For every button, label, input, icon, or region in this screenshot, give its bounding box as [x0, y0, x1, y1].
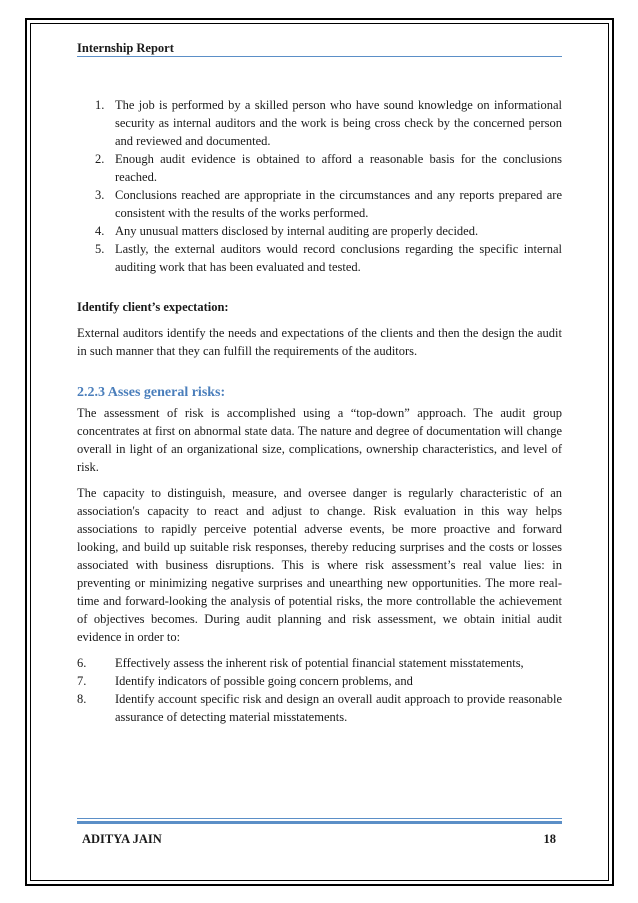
list-item-text: Identify account specific risk and design an overall audit approach to provide reasonable assurance of detecting material misstatements. — [115, 692, 562, 724]
list-item — [95, 150, 562, 186]
header-rule — [77, 56, 562, 57]
list-item-number: 2. — [95, 152, 105, 166]
list-item-number: 5. — [95, 242, 105, 256]
list-item — [77, 690, 562, 726]
list-item-text: The job is performed by a skilled person who have sound knowledge on informational security as internal auditors and the work is being cross check by the concerned person and reviewed and documented. — [115, 98, 562, 148]
page-content — [77, 96, 562, 726]
list-item — [77, 654, 562, 672]
list-item-number: 7. — [77, 674, 87, 688]
section-heading: 2.2.3 Asses general risks: — [77, 385, 226, 400]
section-paragraph-1: The assessment of risk is accomplished using a “top-down” approach. The audit group concentrates at first on abnormal state data. The nature and degree of documentation will change overall in light of an organizational size, complications, ownership characteristics, and level of risk. — [77, 406, 562, 474]
list-item-number: 8. — [77, 692, 87, 706]
expectation-paragraph: External auditors identify the needs and expectations of the clients and then the design the audit in such manner that they can fulfill the requirements of the auditors. — [77, 326, 562, 358]
numbered-list-objectives — [77, 654, 562, 726]
list-item — [95, 222, 562, 240]
list-item-number: 6. — [77, 656, 87, 670]
header-title: Internship Report — [77, 41, 174, 55]
list-item-text: Any unusual matters disclosed by internal auditing are properly decided. — [115, 224, 479, 238]
list-item-text: Lastly, the external auditors would record conclusions regarding the specific internal auditing work that has been evaluated and tested. — [115, 242, 562, 274]
list-item-number: 1. — [95, 98, 105, 112]
list-item — [95, 96, 562, 150]
expectation-heading: Identify client’s expectation: — [77, 300, 229, 314]
list-item — [95, 186, 562, 222]
list-item-text: Identify indicators of possible going concern problems, and — [115, 674, 413, 688]
footer-author: ADITYA JAIN — [82, 832, 162, 846]
footer-rule-thin — [77, 818, 562, 819]
list-item-text: Enough audit evidence is obtained to afford a reasonable basis for the conclusions reached. — [115, 152, 562, 184]
footer-rule-thick — [77, 821, 562, 824]
section-paragraph-2: The capacity to distinguish, measure, and oversee danger is regularly characteristic of an association's capacity to react and adjust to change. Risk evaluation in this way helps associations to rapidly perceive potential adverse events, be more proactive and forward looking, and build up suitable risk responses, thereby reducing surprises and the costs or losses associated with business disruptions. This is where risk assessment’s real value lies: in preventing or minimizing negative surprises and unearthing new opportunities. The more real-time and forward-looking the analysis of potential risks, the more controllable the achievement of objectives becomes. During audit planning and risk assessment, we obtain initial audit evidence in order to: — [77, 486, 562, 644]
list-item-number: 4. — [95, 224, 105, 238]
numbered-list-conditions — [95, 96, 562, 276]
list-item-text: Effectively assess the inherent risk of potential financial statement misstatements, — [115, 656, 524, 670]
footer-page-number: 18 — [543, 832, 556, 846]
list-item-number: 3. — [95, 188, 105, 202]
list-item-text: Conclusions reached are appropriate in the circumstances and any reports prepared are consistent with the results of the works performed. — [115, 188, 562, 220]
list-item — [95, 240, 562, 276]
list-item — [77, 672, 562, 690]
